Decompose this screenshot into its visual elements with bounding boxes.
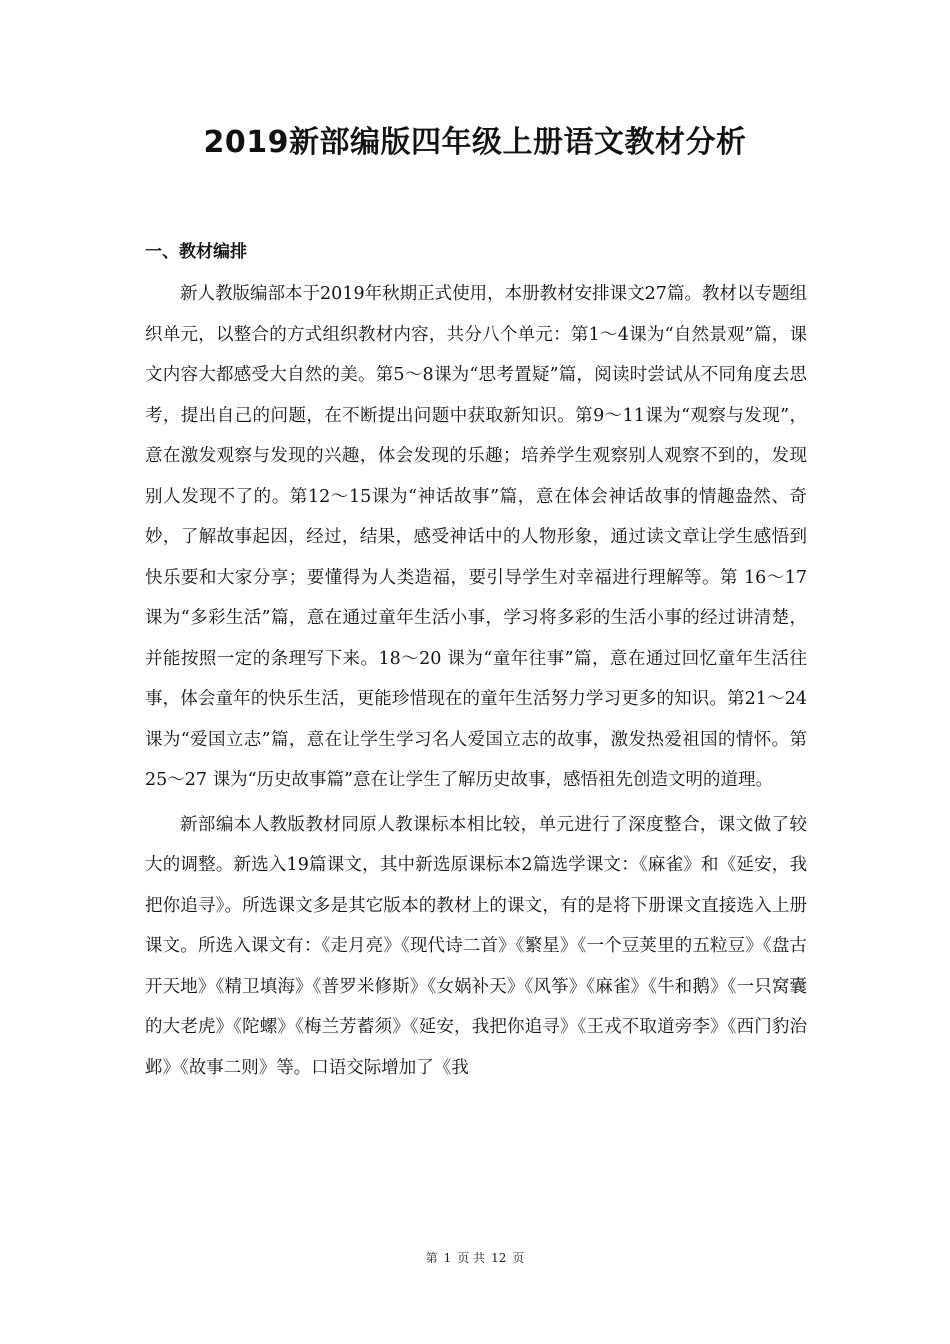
document-body xyxy=(145,234,807,1092)
document-title: 2019新部编版四年级上册语文教材分析 xyxy=(203,125,747,160)
body-paragraph: 新人教版编部本于2019年秋期正式使用，本册教材安排课文27篇。教材以专题组织单元，以整合的方式组织教材内容，共分八个单元：第1～4课为“自然景观”篇，课文内容大都感受大自然的美。第5～8课为“思考置疑”篇，阅读时尝试从不同角度去思考，提出自己的问题，在不断提出问题中获取新知识。第9～11课为“观察与发现”，意在激发观察与发现的兴趣，体会发现的乐趣；培养学生观察别人观察不到的，发现别人发现不了的。第12～15课为“神话故事”篇，意在体会神话故事的情趣盎然、奇妙，了解故事起因，经过，结果，感受神话中的人物形象，通过读文章让学生感悟到快乐要和大家分享；要懂得为人类造福，要引导学生对幸福进行理解等。第 16～17课为“多彩生活”篇，意在通过童年生活小事，学习将多彩的生活小事的经过讲清楚，并能按照一定的条理写下来。18～20 课为“童年往事”篇，意在通过回忆童年生活往事，体会童年的快乐生活，更能珍惜现在的童年生活努力学习更多的知识。第21～24课为“爱国立志”篇，意在让学生学习名人爱国立志的故事，激发热爱祖国的情怀。第25～27 课为“历史故事篇”意在让学生了解历史故事，感悟祖先创造文明的道理。 xyxy=(145,284,807,790)
footer-mid: 页 共 xyxy=(457,1251,486,1265)
section-heading: 一、教材编排 xyxy=(145,242,247,262)
total-pages-number: 12 xyxy=(491,1251,507,1265)
body-paragraph: 新部编本人教版教材同原人教课标本相比较，单元进行了深度整合，课文做了较大的调整。新选入19篇课文，其中新选原课标本2篇选学课文：《麻雀》和《延安，我把你追寻》。所选课文多是其它版本的教材上的课文，有的是将下册课文直接选入上册课文。所选入课文有：《走月亮》《现代诗二首》《繁星》《一个豆荚里的五粒豆》《盘古开天地》《精卫填海》《普罗米修斯》《女娲补天》《风筝》《麻雀》《牛和鹅》《一只窝囊的大老虎》《陀螺》《梅兰芳蓄须》《延安，我把你追寻》《王戎不取道旁李》《西门豹治邺》《故事二则》等。口语交际增加了《我 xyxy=(145,814,807,1078)
page-footer xyxy=(0,1248,950,1268)
footer-prefix: 第 xyxy=(425,1251,438,1265)
footer-suffix: 页 xyxy=(512,1251,525,1265)
current-page-number: 1 xyxy=(443,1251,452,1265)
